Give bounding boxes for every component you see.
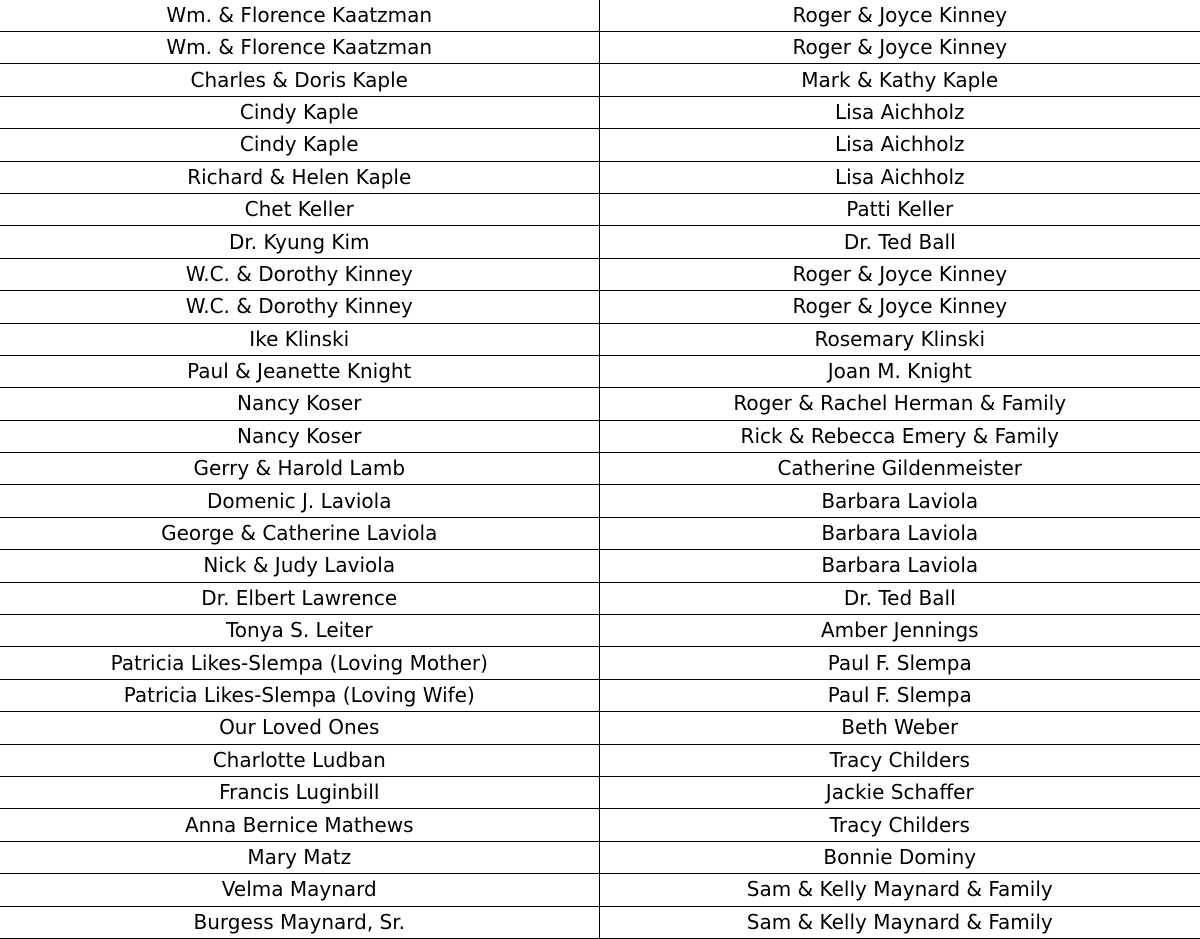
in-memory-of-cell: Francis Luginbill xyxy=(0,776,599,808)
given-by-cell: Tracy Childers xyxy=(599,809,1200,841)
given-by-cell: Roger & Joyce Kinney xyxy=(599,0,1200,32)
given-by-cell: Sam & Kelly Maynard & Family xyxy=(599,874,1200,906)
in-memory-of-cell: Mary Matz xyxy=(0,841,599,873)
given-by-cell: Lisa Aichholz xyxy=(599,96,1200,128)
given-by-cell: Paul F. Slempa xyxy=(599,679,1200,711)
in-memory-of-cell: Patricia Likes-Slempa (Loving Wife) xyxy=(0,679,599,711)
table-row xyxy=(0,193,1200,225)
in-memory-of-cell: Domenic J. Laviola xyxy=(0,485,599,517)
in-memory-of-cell: Charlotte Ludban xyxy=(0,744,599,776)
given-by-cell: Beth Weber xyxy=(599,712,1200,744)
in-memory-of-cell: Anna Bernice Mathews xyxy=(0,809,599,841)
given-by-cell: Tracy Childers xyxy=(599,744,1200,776)
given-by-cell: Lisa Aichholz xyxy=(599,161,1200,193)
in-memory-of-cell: Dr. Elbert Lawrence xyxy=(0,582,599,614)
table-row xyxy=(0,388,1200,420)
table-row xyxy=(0,129,1200,161)
in-memory-of-cell: Ike Klinski xyxy=(0,323,599,355)
table-row xyxy=(0,906,1200,938)
table-row xyxy=(0,582,1200,614)
given-by-cell: Rick & Rebecca Emery & Family xyxy=(599,420,1200,452)
given-by-cell: Lisa Aichholz xyxy=(599,129,1200,161)
table-row xyxy=(0,874,1200,906)
in-memory-of-cell: Nick & Judy Laviola xyxy=(0,550,599,582)
in-memory-of-cell: Gerry & Harold Lamb xyxy=(0,453,599,485)
in-memory-of-cell: Richard & Helen Kaple xyxy=(0,161,599,193)
in-memory-of-cell: W.C. & Dorothy Kinney xyxy=(0,291,599,323)
table-row xyxy=(0,161,1200,193)
table-row xyxy=(0,744,1200,776)
table-row xyxy=(0,841,1200,873)
table-row xyxy=(0,453,1200,485)
in-memory-of-cell: Nancy Koser xyxy=(0,388,599,420)
given-by-cell: Roger & Joyce Kinney xyxy=(599,32,1200,64)
in-memory-of-cell: W.C. & Dorothy Kinney xyxy=(0,258,599,290)
table-row xyxy=(0,776,1200,808)
in-memory-of-cell: Cindy Kaple xyxy=(0,129,599,161)
table-row xyxy=(0,64,1200,96)
given-by-cell: Dr. Ted Ball xyxy=(599,582,1200,614)
table-row xyxy=(0,291,1200,323)
table-row xyxy=(0,550,1200,582)
table-row xyxy=(0,615,1200,647)
table-row xyxy=(0,679,1200,711)
in-memory-of-cell: Burgess Maynard, Sr. xyxy=(0,906,599,938)
given-by-cell: Catherine Gildenmeister xyxy=(599,453,1200,485)
given-by-cell: Barbara Laviola xyxy=(599,517,1200,549)
in-memory-of-cell: Nancy Koser xyxy=(0,420,599,452)
table-row xyxy=(0,355,1200,387)
in-memory-of-cell: Paul & Jeanette Knight xyxy=(0,355,599,387)
in-memory-of-cell: Cindy Kaple xyxy=(0,96,599,128)
given-by-cell: Rosemary Klinski xyxy=(599,323,1200,355)
given-by-cell: Joan M. Knight xyxy=(599,355,1200,387)
in-memory-of-cell: Wm. & Florence Kaatzman xyxy=(0,0,599,32)
given-by-cell: Jackie Schaffer xyxy=(599,776,1200,808)
table-row xyxy=(0,32,1200,64)
in-memory-of-cell: Dr. Kyung Kim xyxy=(0,226,599,258)
table-row xyxy=(0,323,1200,355)
given-by-cell: Dr. Ted Ball xyxy=(599,226,1200,258)
given-by-cell: Bonnie Dominy xyxy=(599,841,1200,873)
in-memory-of-cell: Velma Maynard xyxy=(0,874,599,906)
table-row xyxy=(0,809,1200,841)
table-row xyxy=(0,485,1200,517)
table-row xyxy=(0,226,1200,258)
table-row xyxy=(0,420,1200,452)
in-memory-of-cell: Tonya S. Leiter xyxy=(0,615,599,647)
in-memory-of-cell: Charles & Doris Kaple xyxy=(0,64,599,96)
table-row xyxy=(0,0,1200,32)
given-by-cell: Roger & Joyce Kinney xyxy=(599,291,1200,323)
given-by-cell: Amber Jennings xyxy=(599,615,1200,647)
table-row xyxy=(0,647,1200,679)
table-row xyxy=(0,258,1200,290)
given-by-cell: Barbara Laviola xyxy=(599,550,1200,582)
given-by-cell: Barbara Laviola xyxy=(599,485,1200,517)
given-by-cell: Roger & Joyce Kinney xyxy=(599,258,1200,290)
table-row xyxy=(0,517,1200,549)
given-by-cell: Mark & Kathy Kaple xyxy=(599,64,1200,96)
given-by-cell: Roger & Rachel Herman & Family xyxy=(599,388,1200,420)
table-row xyxy=(0,96,1200,128)
given-by-cell: Sam & Kelly Maynard & Family xyxy=(599,906,1200,938)
table-row xyxy=(0,712,1200,744)
in-memory-of-cell: George & Catherine Laviola xyxy=(0,517,599,549)
given-by-cell: Paul F. Slempa xyxy=(599,647,1200,679)
in-memory-of-cell: Our Loved Ones xyxy=(0,712,599,744)
in-memory-of-cell: Chet Keller xyxy=(0,193,599,225)
in-memory-of-cell: Patricia Likes-Slempa (Loving Mother) xyxy=(0,647,599,679)
in-memory-of-cell: Wm. & Florence Kaatzman xyxy=(0,32,599,64)
given-by-cell: Patti Keller xyxy=(599,193,1200,225)
